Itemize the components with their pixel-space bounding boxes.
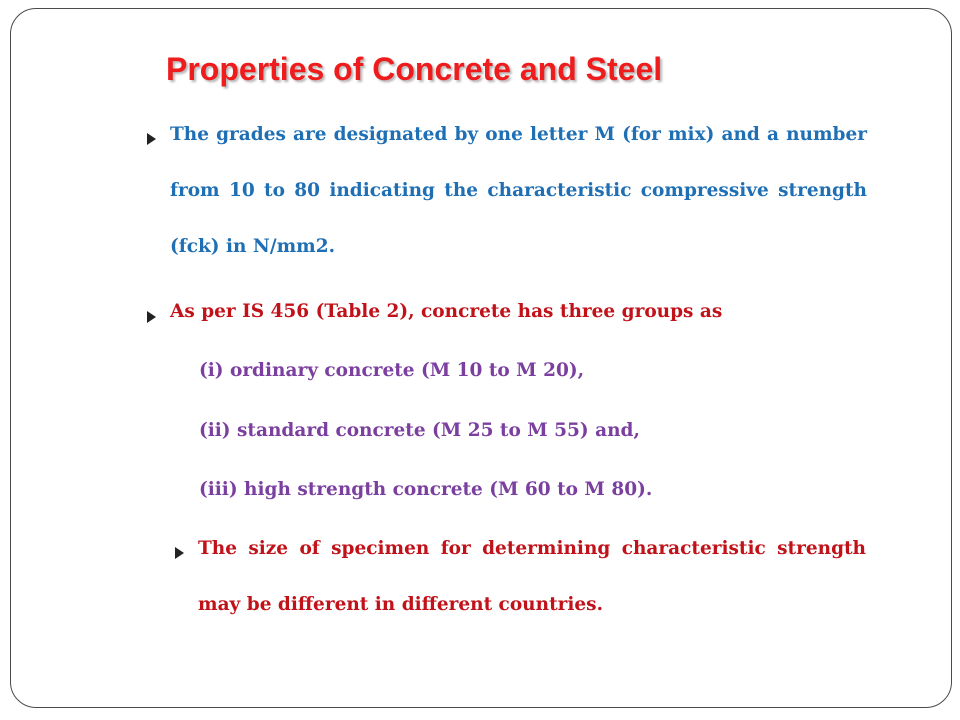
slide-title: Properties of Concrete and Steel — [166, 51, 663, 87]
arrowhead-bullet-icon — [175, 547, 184, 559]
bullet-grades-text: The grades are designated by one letter M (for mix) and a number from 10 to 80 indicating the characteristic compressive strength (fck) in N/mm2. — [170, 124, 867, 257]
group-standard: (ii) standard concrete (M 25 to M 55) and, — [199, 420, 640, 441]
bullet-specimen-text: The size of specimen for determining characteristic strength may be different in different countries. — [198, 538, 866, 615]
group-ordinary: (i) ordinary concrete (M 10 to M 20), — [199, 360, 585, 381]
slide-frame — [10, 8, 952, 708]
arrowhead-bullet-icon — [147, 311, 156, 323]
bullet-specimen — [175, 537, 867, 633]
group-high-strength: (iii) high strength concrete (M 60 to M 80). — [199, 479, 653, 500]
bullet-groups-text: As per IS 456 (Table 2), concrete has three groups as — [170, 301, 723, 322]
arrowhead-bullet-icon — [147, 133, 156, 145]
bullet-grades — [147, 123, 867, 275]
bullet-groups — [147, 301, 867, 327]
